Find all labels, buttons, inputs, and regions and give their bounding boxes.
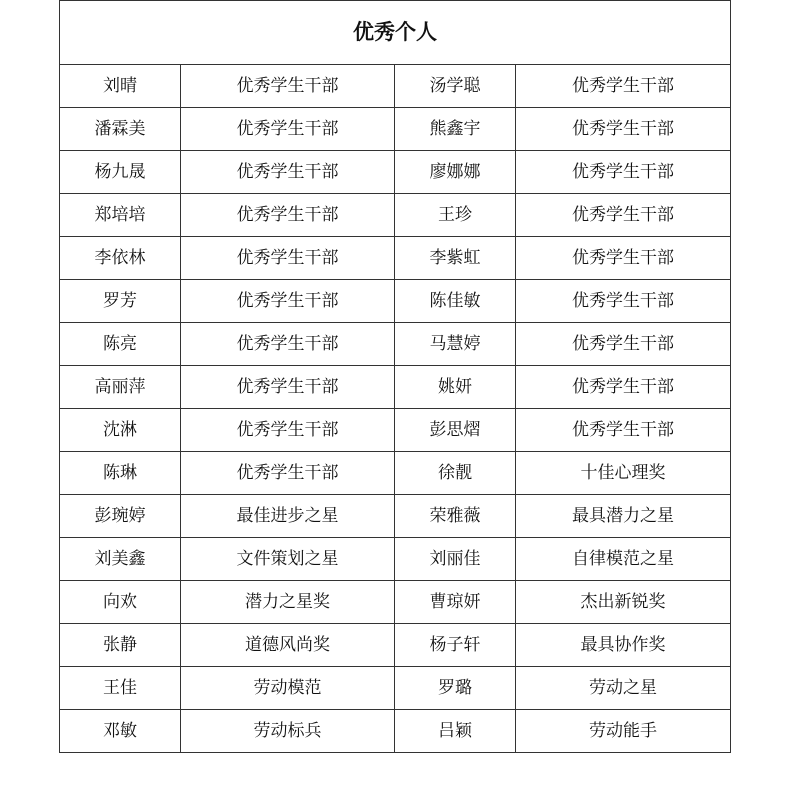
table-row [60,151,731,194]
student-name: 刘丽佳 [395,538,516,581]
student-name: 王珍 [395,194,516,237]
award-name: 自律模范之星 [516,538,731,581]
table-row [60,409,731,452]
table-row [60,108,731,151]
award-name: 十佳心理奖 [516,452,731,495]
student-name: 陈佳敏 [395,280,516,323]
student-name: 向欢 [60,581,181,624]
student-name: 姚妍 [395,366,516,409]
student-name: 杨九晟 [60,151,181,194]
award-name: 最具协作奖 [516,624,731,667]
award-name: 优秀学生干部 [181,237,395,280]
table-row [60,538,731,581]
student-name: 潘霖美 [60,108,181,151]
table-row [60,237,731,280]
award-name: 优秀学生干部 [516,194,731,237]
student-name: 荣雅薇 [395,495,516,538]
award-name: 优秀学生干部 [181,151,395,194]
award-name: 劳动能手 [516,710,731,753]
student-name: 陈琳 [60,452,181,495]
award-name: 劳动标兵 [181,710,395,753]
award-name: 优秀学生干部 [181,65,395,108]
award-name: 最佳进步之星 [181,495,395,538]
award-name: 优秀学生干部 [181,323,395,366]
table-row [60,495,731,538]
award-name: 优秀学生干部 [181,194,395,237]
award-name: 优秀学生干部 [516,409,731,452]
student-name: 廖娜娜 [395,151,516,194]
table-row [60,323,731,366]
table-row [60,624,731,667]
award-name: 优秀学生干部 [516,366,731,409]
student-name: 汤学聪 [395,65,516,108]
student-name: 高丽萍 [60,366,181,409]
award-name: 道德风尚奖 [181,624,395,667]
student-name: 邓敏 [60,710,181,753]
award-table-body [60,1,731,753]
award-name: 优秀学生干部 [516,65,731,108]
award-name: 优秀学生干部 [181,452,395,495]
table-row [60,194,731,237]
award-name: 劳动模范 [181,667,395,710]
title-row [60,1,731,65]
award-name: 优秀学生干部 [516,108,731,151]
student-name: 徐靓 [395,452,516,495]
table-title: 优秀个人 [60,1,731,65]
student-name: 郑培培 [60,194,181,237]
award-name: 优秀学生干部 [181,366,395,409]
student-name: 刘美鑫 [60,538,181,581]
award-name: 优秀学生干部 [181,409,395,452]
award-name: 优秀学生干部 [516,280,731,323]
award-name: 优秀学生干部 [516,237,731,280]
table-row [60,280,731,323]
student-name: 熊鑫宇 [395,108,516,151]
student-name: 彭琬婷 [60,495,181,538]
student-name: 曹琼妍 [395,581,516,624]
student-name: 罗芳 [60,280,181,323]
student-name: 杨子轩 [395,624,516,667]
table-row [60,366,731,409]
student-name: 王佳 [60,667,181,710]
award-name: 优秀学生干部 [181,108,395,151]
table-row [60,65,731,108]
student-name: 罗璐 [395,667,516,710]
student-name: 李依林 [60,237,181,280]
award-name: 杰出新锐奖 [516,581,731,624]
student-name: 张静 [60,624,181,667]
award-name: 文件策划之星 [181,538,395,581]
table-row [60,452,731,495]
award-name: 潜力之星奖 [181,581,395,624]
table-row [60,581,731,624]
award-name: 优秀学生干部 [181,280,395,323]
award-name: 最具潜力之星 [516,495,731,538]
student-name: 吕颖 [395,710,516,753]
student-name: 李紫虹 [395,237,516,280]
table-row [60,667,731,710]
award-name: 劳动之星 [516,667,731,710]
student-name: 陈亮 [60,323,181,366]
table-row [60,710,731,753]
award-name: 优秀学生干部 [516,151,731,194]
award-table [59,0,731,753]
student-name: 马慧婷 [395,323,516,366]
student-name: 刘晴 [60,65,181,108]
student-name: 彭思熠 [395,409,516,452]
student-name: 沈淋 [60,409,181,452]
award-name: 优秀学生干部 [516,323,731,366]
